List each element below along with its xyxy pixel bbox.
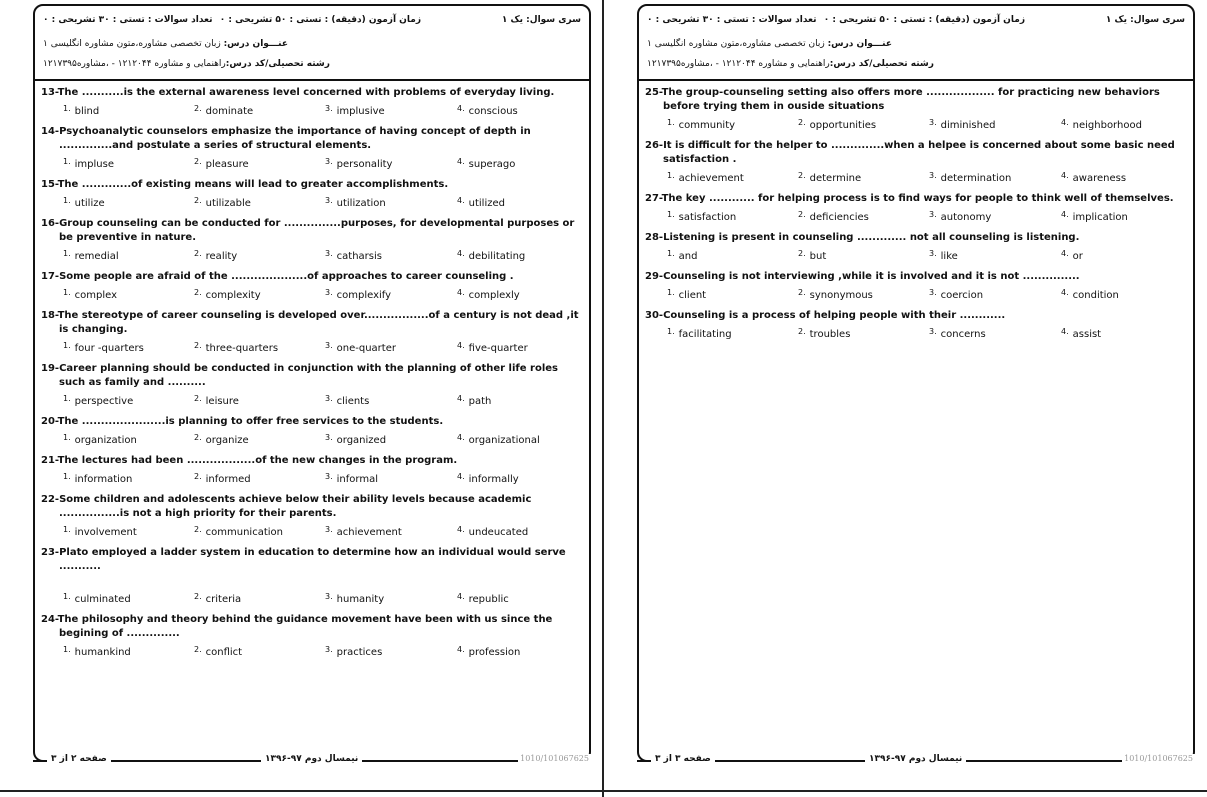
answer-options bbox=[645, 208, 1187, 226]
answer-option[interactable] bbox=[929, 210, 991, 223]
option-text: reality bbox=[205, 251, 238, 262]
answer-option[interactable] bbox=[63, 157, 114, 170]
semester-label: نیمسال دوم ۹۷-۱۳۹۶ bbox=[261, 754, 362, 764]
series-label: سری سوال: یک ۱ bbox=[501, 15, 581, 25]
option-text: impluse bbox=[74, 159, 114, 170]
answer-option[interactable] bbox=[667, 288, 706, 301]
answer-option[interactable] bbox=[325, 525, 402, 538]
option-number: 2. bbox=[194, 433, 202, 442]
option-text: organized bbox=[336, 435, 387, 446]
option-number: 3. bbox=[929, 210, 937, 219]
question-item bbox=[41, 493, 583, 541]
answer-option[interactable] bbox=[194, 472, 251, 485]
option-text: dominate bbox=[205, 106, 254, 117]
option-number: 4. bbox=[457, 394, 465, 403]
option-number: 4. bbox=[1061, 327, 1069, 336]
option-text: criteria bbox=[205, 594, 242, 605]
answer-option[interactable] bbox=[325, 196, 386, 209]
exam-code: 1010/101067625 bbox=[1124, 754, 1193, 763]
time-label: زمان آزمون (دقیقه) : تستی : ۵۰ تشریحی : ۰ bbox=[219, 15, 421, 25]
option-text: personality bbox=[336, 159, 393, 170]
answer-option[interactable] bbox=[325, 433, 386, 446]
option-number: 3. bbox=[325, 525, 333, 534]
option-text: path bbox=[468, 396, 492, 407]
question-stem: 21-The lectures had been ..................of the new changes in the program. bbox=[41, 455, 458, 466]
option-text: perspective bbox=[74, 396, 134, 407]
answer-options bbox=[41, 339, 583, 357]
answer-option[interactable] bbox=[457, 525, 528, 538]
option-text: culminated bbox=[74, 594, 131, 605]
count-label: تعداد سوالات : تستی : ۳۰ تشریحی : ۰ bbox=[43, 15, 213, 25]
question-item bbox=[41, 178, 583, 212]
option-number: 2. bbox=[798, 210, 806, 219]
option-text: blind bbox=[74, 106, 100, 117]
option-text: remedial bbox=[74, 251, 119, 262]
question-item bbox=[645, 86, 1187, 134]
answer-options bbox=[645, 286, 1187, 304]
answer-option[interactable] bbox=[325, 592, 384, 605]
option-text: coercion bbox=[940, 290, 984, 301]
answer-option[interactable] bbox=[194, 249, 237, 262]
answer-option[interactable] bbox=[929, 118, 995, 131]
question-stem: 19-Career planning should be conducted in conjunction with the planning of other life roles such as family and .......... bbox=[41, 363, 558, 388]
answer-option[interactable] bbox=[457, 288, 520, 301]
answer-option[interactable] bbox=[63, 592, 131, 605]
semester-label: نیمسال دوم ۹۷-۱۳۹۶ bbox=[865, 754, 966, 764]
question-stem: 17-Some people are afraid of the ....................of approaches to career counseling . bbox=[41, 271, 514, 282]
answer-option[interactable] bbox=[63, 341, 144, 354]
answer-option[interactable] bbox=[929, 288, 983, 301]
option-number: 3. bbox=[325, 394, 333, 403]
option-text: facilitating bbox=[678, 329, 732, 340]
option-text: organize bbox=[205, 435, 249, 446]
answer-option[interactable] bbox=[194, 104, 253, 117]
answer-option[interactable] bbox=[325, 645, 382, 658]
page-footer bbox=[637, 754, 1195, 768]
option-number: 1. bbox=[667, 171, 675, 180]
question-item bbox=[41, 415, 583, 449]
option-text: condition bbox=[1072, 290, 1119, 301]
option-number: 2. bbox=[194, 645, 202, 654]
page-number: صفحه ۲ از ۳ bbox=[47, 754, 111, 764]
option-number: 2. bbox=[798, 249, 806, 258]
answer-option[interactable] bbox=[325, 341, 396, 354]
option-text: information bbox=[74, 474, 133, 485]
question-stem: 18-The stereotype of career counseling is developed over.................of a century is not dead ,it is changing. bbox=[41, 310, 579, 335]
answer-option[interactable] bbox=[194, 433, 249, 446]
answer-option[interactable] bbox=[798, 327, 850, 340]
question-stem: 16-Group counseling can be conducted for ...............purposes, for developmental purposes or be preventive in nature. bbox=[41, 218, 575, 243]
option-text: informal bbox=[336, 474, 378, 485]
answer-option[interactable] bbox=[325, 394, 369, 407]
option-text: complex bbox=[74, 290, 118, 301]
exam-header bbox=[35, 6, 589, 81]
option-number: 3. bbox=[929, 118, 937, 127]
option-number: 3. bbox=[325, 592, 333, 601]
answer-option[interactable] bbox=[325, 157, 392, 170]
answer-option[interactable] bbox=[457, 157, 515, 170]
option-number: 1. bbox=[667, 249, 675, 258]
question-stem: 14-Psychoanalytic counselors emphasize the importance of having concept of depth in ..............and postulate a series of structural elements. bbox=[41, 126, 531, 151]
question-stem: 24-The philosophy and theory behind the guidance movement have been with us since the begining of .............. bbox=[41, 614, 553, 639]
option-text: organization bbox=[74, 435, 137, 446]
answer-option[interactable] bbox=[63, 249, 119, 262]
option-number: 2. bbox=[194, 104, 202, 113]
answer-options bbox=[41, 643, 583, 661]
option-text: determination bbox=[940, 173, 1012, 184]
option-text: pleasure bbox=[205, 159, 249, 170]
answer-option[interactable] bbox=[1061, 288, 1119, 301]
option-text: or bbox=[1072, 251, 1083, 262]
option-text: superago bbox=[468, 159, 516, 170]
series-label: سری سوال: یک ۱ bbox=[1105, 15, 1185, 25]
answer-options bbox=[41, 102, 583, 120]
question-stem: 22-Some children and adolescents achieve below their ability levels because academic ................is not a high priority for their parents. bbox=[41, 494, 532, 519]
answer-option[interactable] bbox=[325, 249, 382, 262]
question-stem: 27-The key ............ for helping process is to find ways for people to think well of themselves. bbox=[645, 193, 1174, 204]
option-text: republic bbox=[468, 594, 509, 605]
option-text: three-quarters bbox=[205, 343, 279, 354]
question-list bbox=[645, 86, 1187, 348]
option-number: 3. bbox=[325, 341, 333, 350]
exam-page-right bbox=[637, 4, 1195, 762]
question-item bbox=[645, 231, 1187, 265]
answer-option[interactable] bbox=[457, 249, 525, 262]
question-stem: 15-The .............of existing means will lead to greater accomplishments. bbox=[41, 179, 449, 190]
answer-options bbox=[41, 286, 583, 304]
option-number: 4. bbox=[1061, 249, 1069, 258]
question-item bbox=[645, 309, 1187, 343]
exam-page-left bbox=[33, 4, 591, 762]
option-text: and bbox=[678, 251, 698, 262]
answer-options bbox=[645, 116, 1187, 134]
option-number: 1. bbox=[63, 196, 71, 205]
option-text: diminished bbox=[940, 120, 996, 131]
question-stem: 30-Counseling is a process of helping people with their ............ bbox=[645, 310, 1006, 321]
option-number: 2. bbox=[194, 592, 202, 601]
option-number: 2. bbox=[798, 327, 806, 336]
option-number: 4. bbox=[457, 592, 465, 601]
option-text: undeucated bbox=[468, 527, 529, 538]
bottom-rule bbox=[0, 790, 1207, 792]
field-line: رشته تحصیلی/کد درس:راهنمایی و مشاوره ۱۲۱۲۰۴۴ - ،مشاوره۱۲۱۷۳۹۵ bbox=[43, 59, 330, 69]
option-number: 4. bbox=[457, 249, 465, 258]
option-text: neighborhood bbox=[1072, 120, 1142, 131]
option-text: practices bbox=[336, 647, 383, 658]
option-text: four -quarters bbox=[74, 343, 144, 354]
question-stem: 23-Plato employed a ladder system in education to determine how an individual would serve ........... bbox=[41, 547, 566, 572]
option-number: 2. bbox=[798, 288, 806, 297]
question-item bbox=[41, 270, 583, 304]
option-number: 4. bbox=[457, 341, 465, 350]
answer-option[interactable] bbox=[667, 171, 744, 184]
option-number: 3. bbox=[929, 171, 937, 180]
question-stem: 25-The group-counseling setting also offers more .................. for practicing new behaviors before trying them in ouside situations bbox=[645, 87, 1160, 112]
page-divider bbox=[602, 0, 604, 797]
option-text: clients bbox=[336, 396, 370, 407]
option-text: implusive bbox=[336, 106, 385, 117]
exam-header bbox=[639, 6, 1193, 81]
option-text: concerns bbox=[940, 329, 986, 340]
question-item bbox=[41, 613, 583, 661]
option-text: communication bbox=[205, 527, 283, 538]
question-item bbox=[41, 362, 583, 410]
option-number: 1. bbox=[63, 394, 71, 403]
option-number: 3. bbox=[325, 645, 333, 654]
option-text: five-quarter bbox=[468, 343, 528, 354]
option-text: one-quarter bbox=[336, 343, 396, 354]
page-footer bbox=[33, 754, 591, 768]
option-text: complexly bbox=[468, 290, 520, 301]
option-text: deficiencies bbox=[809, 212, 869, 223]
answer-option[interactable] bbox=[929, 327, 986, 340]
answer-option[interactable] bbox=[325, 104, 385, 117]
option-number: 4. bbox=[1061, 210, 1069, 219]
answer-options bbox=[41, 247, 583, 265]
option-number: 3. bbox=[929, 288, 937, 297]
answer-option[interactable] bbox=[457, 433, 540, 446]
option-text: humankind bbox=[74, 647, 131, 658]
question-item bbox=[41, 217, 583, 265]
option-text: like bbox=[940, 251, 958, 262]
option-text: but bbox=[809, 251, 827, 262]
option-text: informed bbox=[205, 474, 251, 485]
answer-option[interactable] bbox=[194, 645, 242, 658]
answer-options bbox=[41, 392, 583, 410]
question-item bbox=[41, 454, 583, 488]
count-label: تعداد سوالات : تستی : ۳۰ تشریحی : ۰ bbox=[647, 15, 817, 25]
option-number: 1. bbox=[63, 157, 71, 166]
option-text: involvement bbox=[74, 527, 137, 538]
option-number: 4. bbox=[1061, 118, 1069, 127]
answer-options bbox=[41, 523, 583, 541]
option-number: 4. bbox=[457, 645, 465, 654]
answer-option[interactable] bbox=[1061, 210, 1128, 223]
option-text: autonomy bbox=[940, 212, 992, 223]
answer-option[interactable] bbox=[63, 288, 117, 301]
option-number: 3. bbox=[325, 288, 333, 297]
option-number: 2. bbox=[194, 196, 202, 205]
option-number: 3. bbox=[325, 433, 333, 442]
option-number: 4. bbox=[457, 157, 465, 166]
answer-option[interactable] bbox=[798, 118, 876, 131]
option-text: complexity bbox=[205, 290, 261, 301]
answer-option[interactable] bbox=[194, 341, 278, 354]
option-text: complexify bbox=[336, 290, 392, 301]
option-number: 2. bbox=[194, 249, 202, 258]
option-text: satisfaction bbox=[678, 212, 737, 223]
answer-options bbox=[41, 431, 583, 449]
option-number: 2. bbox=[194, 157, 202, 166]
answer-option[interactable] bbox=[798, 210, 869, 223]
option-text: informally bbox=[468, 474, 519, 485]
option-text: implication bbox=[1072, 212, 1128, 223]
answer-option[interactable] bbox=[667, 210, 736, 223]
question-item bbox=[645, 192, 1187, 226]
answer-option[interactable] bbox=[798, 288, 873, 301]
answer-option[interactable] bbox=[63, 472, 132, 485]
answer-option[interactable] bbox=[194, 525, 283, 538]
option-text: catharsis bbox=[336, 251, 382, 262]
answer-option[interactable] bbox=[1061, 171, 1126, 184]
option-number: 1. bbox=[63, 645, 71, 654]
answer-option[interactable] bbox=[63, 104, 99, 117]
option-text: conscious bbox=[468, 106, 518, 117]
option-number: 4. bbox=[457, 104, 465, 113]
option-text: achievement bbox=[336, 527, 402, 538]
option-number: 3. bbox=[325, 196, 333, 205]
option-number: 1. bbox=[63, 104, 71, 113]
option-number: 1. bbox=[667, 118, 675, 127]
answer-option[interactable] bbox=[194, 157, 249, 170]
answer-option[interactable] bbox=[325, 288, 391, 301]
question-item bbox=[41, 125, 583, 173]
answer-option[interactable] bbox=[457, 592, 509, 605]
answer-option[interactable] bbox=[63, 525, 137, 538]
answer-option[interactable] bbox=[63, 196, 105, 209]
answer-option[interactable] bbox=[457, 196, 505, 209]
question-stem: 20-The ......................is planning to offer free services to the students. bbox=[41, 416, 444, 427]
page-number: صفحه ۳ از ۳ bbox=[651, 754, 715, 764]
option-text: profession bbox=[468, 647, 521, 658]
answer-option[interactable] bbox=[798, 249, 826, 262]
question-stem: 28-Listening is present in counseling ............. not all counseling is listening. bbox=[645, 232, 1080, 243]
answer-option[interactable] bbox=[457, 645, 520, 658]
question-list bbox=[41, 86, 583, 666]
option-text: determine bbox=[809, 173, 862, 184]
answer-option[interactable] bbox=[63, 433, 137, 446]
option-number: 3. bbox=[929, 249, 937, 258]
answer-option[interactable] bbox=[194, 592, 241, 605]
answer-option[interactable] bbox=[929, 249, 958, 262]
option-number: 1. bbox=[63, 472, 71, 481]
option-number: 2. bbox=[798, 118, 806, 127]
answer-options bbox=[41, 590, 583, 608]
subject-line: عنـــوان درس: زبان تخصصی مشاوره،متون مشاوره انگلیسی ۱ bbox=[647, 39, 892, 49]
subject-line: عنـــوان درس: زبان تخصصی مشاوره،متون مشاوره انگلیسی ۱ bbox=[43, 39, 288, 49]
option-number: 3. bbox=[929, 327, 937, 336]
answer-option[interactable] bbox=[457, 394, 491, 407]
answer-option[interactable] bbox=[63, 645, 131, 658]
option-text: community bbox=[678, 120, 736, 131]
answer-options bbox=[645, 169, 1187, 187]
answer-option[interactable] bbox=[63, 394, 133, 407]
option-text: utilization bbox=[336, 198, 386, 209]
option-text: debilitating bbox=[468, 251, 526, 262]
question-item bbox=[645, 139, 1187, 187]
exam-code: 1010/101067625 bbox=[520, 754, 589, 763]
answer-option[interactable] bbox=[194, 196, 251, 209]
option-text: achievement bbox=[678, 173, 744, 184]
answer-option[interactable] bbox=[194, 394, 239, 407]
answer-option[interactable] bbox=[667, 327, 732, 340]
question-stem: 29-Counseling is not interviewing ,while it is involved and it is not ............... bbox=[645, 271, 1080, 282]
option-text: awareness bbox=[1072, 173, 1127, 184]
option-text: utilizable bbox=[205, 198, 251, 209]
answer-option[interactable] bbox=[929, 171, 1011, 184]
question-stem: 13-The ...........is the external awareness level concerned with problems of everyday living. bbox=[41, 87, 555, 98]
option-number: 2. bbox=[194, 472, 202, 481]
option-text: utilized bbox=[468, 198, 505, 209]
option-number: 1. bbox=[63, 288, 71, 297]
option-text: troubles bbox=[809, 329, 851, 340]
option-number: 4. bbox=[1061, 288, 1069, 297]
option-text: assist bbox=[1072, 329, 1102, 340]
option-text: synonymous bbox=[809, 290, 873, 301]
option-number: 4. bbox=[457, 433, 465, 442]
option-number: 1. bbox=[667, 327, 675, 336]
option-text: client bbox=[678, 290, 707, 301]
option-text: opportunities bbox=[809, 120, 877, 131]
option-number: 4. bbox=[457, 472, 465, 481]
answer-option[interactable] bbox=[457, 341, 528, 354]
answer-option[interactable] bbox=[1061, 118, 1142, 131]
time-label: زمان آزمون (دقیقه) : تستی : ۵۰ تشریحی : ۰ bbox=[823, 15, 1025, 25]
answer-options bbox=[645, 247, 1187, 265]
option-number: 1. bbox=[63, 341, 71, 350]
option-number: 4. bbox=[457, 525, 465, 534]
answer-option[interactable] bbox=[194, 288, 261, 301]
option-number: 2. bbox=[194, 525, 202, 534]
answer-option[interactable] bbox=[1061, 249, 1083, 262]
option-number: 4. bbox=[457, 196, 465, 205]
option-number: 2. bbox=[798, 171, 806, 180]
option-number: 2. bbox=[194, 341, 202, 350]
answer-option[interactable] bbox=[667, 118, 735, 131]
option-number: 1. bbox=[667, 210, 675, 219]
answer-options bbox=[41, 194, 583, 212]
answer-options bbox=[41, 155, 583, 173]
option-text: leisure bbox=[205, 396, 239, 407]
option-number: 2. bbox=[194, 394, 202, 403]
option-number: 4. bbox=[1061, 171, 1069, 180]
option-number: 3. bbox=[325, 104, 333, 113]
option-number: 1. bbox=[63, 249, 71, 258]
option-number: 3. bbox=[325, 472, 333, 481]
option-number: 1. bbox=[63, 433, 71, 442]
answer-option[interactable] bbox=[325, 472, 378, 485]
answer-option[interactable] bbox=[667, 249, 697, 262]
question-item bbox=[41, 546, 583, 608]
question-item bbox=[41, 86, 583, 120]
option-number: 1. bbox=[667, 288, 675, 297]
answer-options bbox=[645, 325, 1187, 343]
option-number: 4. bbox=[457, 288, 465, 297]
option-text: conflict bbox=[205, 647, 243, 658]
answer-option[interactable] bbox=[798, 171, 861, 184]
option-number: 3. bbox=[325, 157, 333, 166]
option-number: 1. bbox=[63, 525, 71, 534]
option-number: 3. bbox=[325, 249, 333, 258]
field-line: رشته تحصیلی/کد درس:راهنمایی و مشاوره ۱۲۱۲۰۴۴ - ،مشاوره۱۲۱۷۳۹۵ bbox=[647, 59, 934, 69]
question-stem: 26-It is difficult for the helper to ..............when a helpee is concerned about some basic need satisfaction . bbox=[645, 140, 1175, 165]
question-item bbox=[645, 270, 1187, 304]
option-number: 1. bbox=[63, 592, 71, 601]
answer-options bbox=[41, 470, 583, 488]
option-text: humanity bbox=[336, 594, 385, 605]
question-item bbox=[41, 309, 583, 357]
option-text: organizational bbox=[468, 435, 540, 446]
answer-option[interactable] bbox=[457, 472, 519, 485]
answer-option[interactable] bbox=[457, 104, 518, 117]
option-text: utilize bbox=[74, 198, 105, 209]
answer-option[interactable] bbox=[1061, 327, 1101, 340]
option-number: 2. bbox=[194, 288, 202, 297]
